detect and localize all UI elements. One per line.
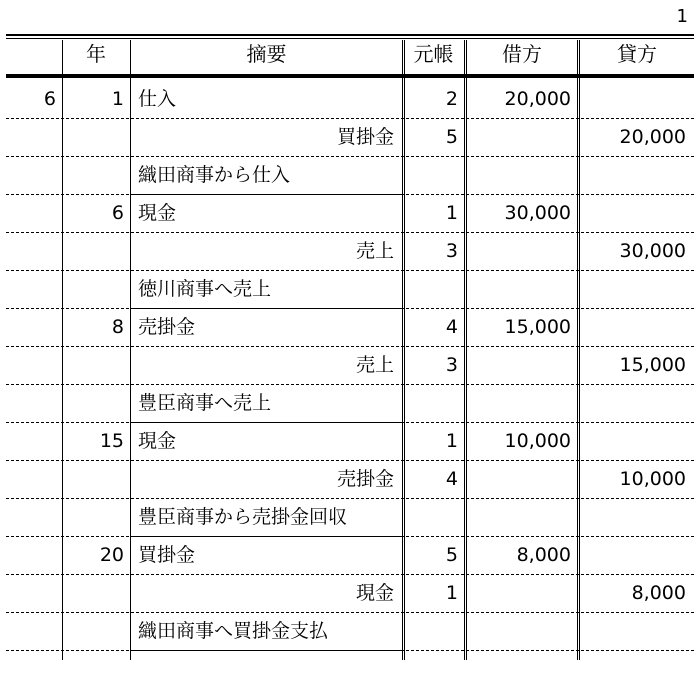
debit-account: 売掛金 xyxy=(138,316,196,338)
entry-day: 8 xyxy=(111,316,124,338)
credit-amount: 10,000 xyxy=(619,468,686,490)
debit-ledger-ref: 5 xyxy=(445,544,458,566)
entry-day: 15 xyxy=(99,430,124,452)
credit-account: 現金 xyxy=(355,582,394,604)
header-summary: 摘要 xyxy=(246,42,287,66)
entry-memo: 織田商事へ買掛金支払 xyxy=(138,620,329,642)
credit-ledger-ref: 5 xyxy=(445,126,458,148)
credit-amount: 8,000 xyxy=(631,582,686,604)
debit-ledger-ref: 4 xyxy=(445,316,458,338)
header-year: 年 xyxy=(86,42,106,66)
entry-day: 1 xyxy=(111,88,124,110)
credit-ledger-ref: 3 xyxy=(445,240,458,262)
header-ledger: 元帳 xyxy=(413,42,454,66)
entry-month xyxy=(6,422,56,460)
debit-account: 買掛金 xyxy=(138,544,196,566)
entry-day: 6 xyxy=(111,202,124,224)
debit-amount: 8,000 xyxy=(516,544,571,566)
debit-account: 仕入 xyxy=(138,88,177,110)
credit-ledger-ref: 1 xyxy=(445,582,458,604)
credit-amount: 15,000 xyxy=(619,354,686,376)
entry-memo: 豊臣商事へ売上 xyxy=(138,392,272,414)
credit-ledger-ref: 4 xyxy=(445,468,458,490)
debit-amount: 15,000 xyxy=(504,316,571,338)
debit-account: 現金 xyxy=(138,202,177,224)
credit-ledger-ref: 3 xyxy=(445,354,458,376)
memo-underline xyxy=(130,650,403,651)
header-debit: 借方 xyxy=(502,42,542,66)
entry-memo: 豊臣商事から売掛金回収 xyxy=(138,506,348,528)
entry-day: 20 xyxy=(99,544,124,566)
credit-amount: 30,000 xyxy=(619,240,686,262)
entry-month: 6 xyxy=(43,88,56,110)
credit-account: 売上 xyxy=(355,354,394,376)
credit-account: 売掛金 xyxy=(336,468,394,490)
entry-month xyxy=(6,194,56,232)
debit-ledger-ref: 1 xyxy=(445,430,458,452)
entry-memo: 徳川商事へ売上 xyxy=(138,278,272,300)
header-credit: 貸方 xyxy=(617,42,657,66)
credit-account: 売上 xyxy=(355,240,394,262)
page-number: 1 xyxy=(676,6,688,27)
header-rule xyxy=(6,74,694,78)
entry-memo: 織田商事から仕入 xyxy=(138,164,291,186)
credit-amount: 20,000 xyxy=(619,126,686,148)
debit-ledger-ref: 2 xyxy=(445,88,458,110)
debit-amount: 10,000 xyxy=(504,430,571,452)
credit-account: 買掛金 xyxy=(336,126,394,148)
entry-month xyxy=(6,308,56,346)
debit-ledger-ref: 1 xyxy=(445,202,458,224)
debit-amount: 20,000 xyxy=(504,88,571,110)
debit-amount: 30,000 xyxy=(504,202,571,224)
debit-account: 現金 xyxy=(138,430,177,452)
entry-month xyxy=(6,536,56,574)
col-line-day xyxy=(130,40,131,660)
journal-table xyxy=(6,34,694,654)
